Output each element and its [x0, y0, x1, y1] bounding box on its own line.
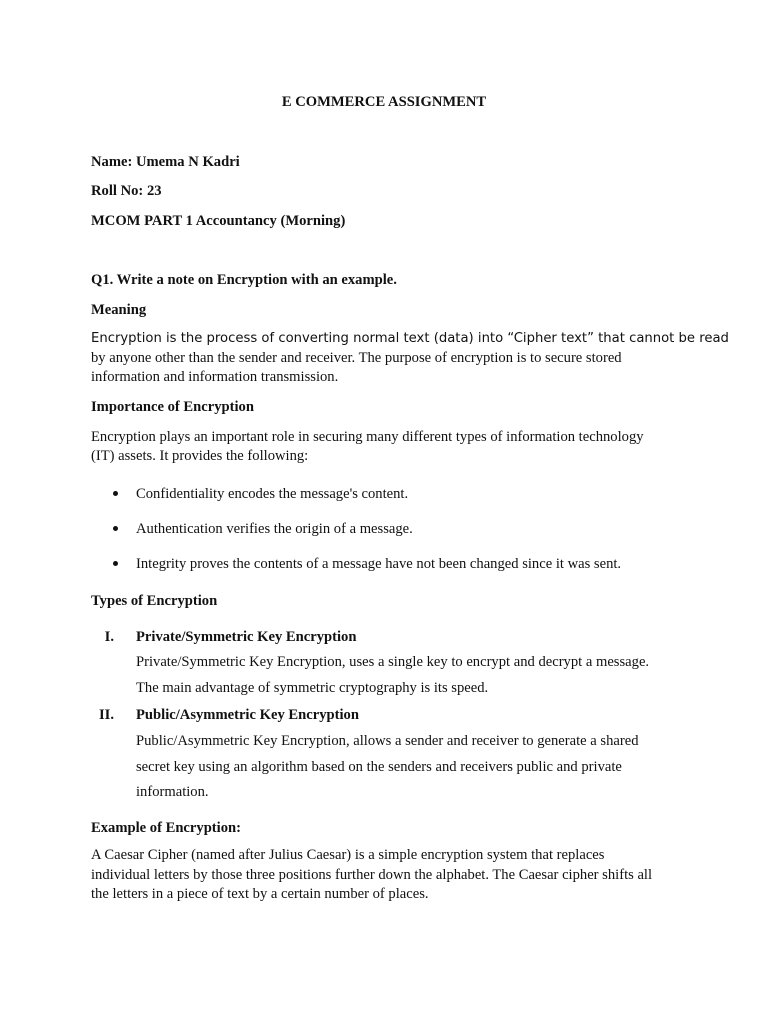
type-title: Public/Asymmetric Key Encryption [136, 707, 359, 723]
bullet-icon [113, 491, 118, 496]
type-description-line: secret key using an algorithm based on the senders and receivers public and private [136, 759, 622, 775]
meaning-heading: Meaning [91, 302, 147, 318]
document-title: E COMMERCE ASSIGNMENT [281, 94, 487, 110]
example-line-2: individual letters by those three positions further down the alphabet. The Caesar cipher shifts all [91, 867, 653, 883]
importance-heading: Importance of Encryption [91, 399, 254, 415]
bullet-text: Confidentiality encodes the message's content. [136, 486, 409, 502]
example-heading: Example of Encryption: [91, 820, 241, 836]
bullet-icon [113, 561, 118, 566]
type-description-line: information. [136, 784, 209, 800]
roll-number: Roll No: 23 [91, 183, 162, 199]
importance-line-2: (IT) assets. It provides the following: [91, 448, 309, 464]
type-description-line: Private/Symmetric Key Encryption, uses a single key to encrypt and decrypt a message. [136, 654, 650, 670]
type-description-line: The main advantage of symmetric cryptography is its speed. [136, 680, 489, 696]
type-title: Private/Symmetric Key Encryption [136, 629, 357, 645]
type-description-line: Public/Asymmetric Key Encryption, allows a sender and receiver to generate a shared [136, 733, 639, 749]
bullet-text: Authentication verifies the origin of a message. [136, 521, 413, 537]
meaning-line-2: by anyone other than the sender and receiver. The purpose of encryption is to secure stored [91, 350, 622, 366]
list-numeral: I. [104, 629, 114, 645]
meaning-line-1: Encryption is the process of converting normal text (data) into “Cipher text” that cannot be read [91, 331, 729, 346]
types-heading: Types of Encryption [91, 593, 218, 609]
bullet-icon [113, 526, 118, 531]
importance-line-1: Encryption plays an important role in securing many different types of information technology [91, 429, 644, 445]
course-info: MCOM PART 1 Accountancy (Morning) [91, 213, 346, 229]
bullet-text: Integrity proves the contents of a message have not been changed since it was sent. [136, 556, 622, 572]
list-numeral: II. [98, 707, 114, 723]
question-heading: Q1. Write a note on Encryption with an example. [91, 272, 397, 288]
student-name: Name: Umema N Kadri [91, 154, 240, 170]
example-line-3: the letters in a piece of text by a certain number of places. [91, 886, 429, 902]
example-line-1: A Caesar Cipher (named after Julius Caesar) is a simple encryption system that replaces [91, 847, 605, 863]
meaning-line-3: information and information transmission. [91, 369, 339, 385]
